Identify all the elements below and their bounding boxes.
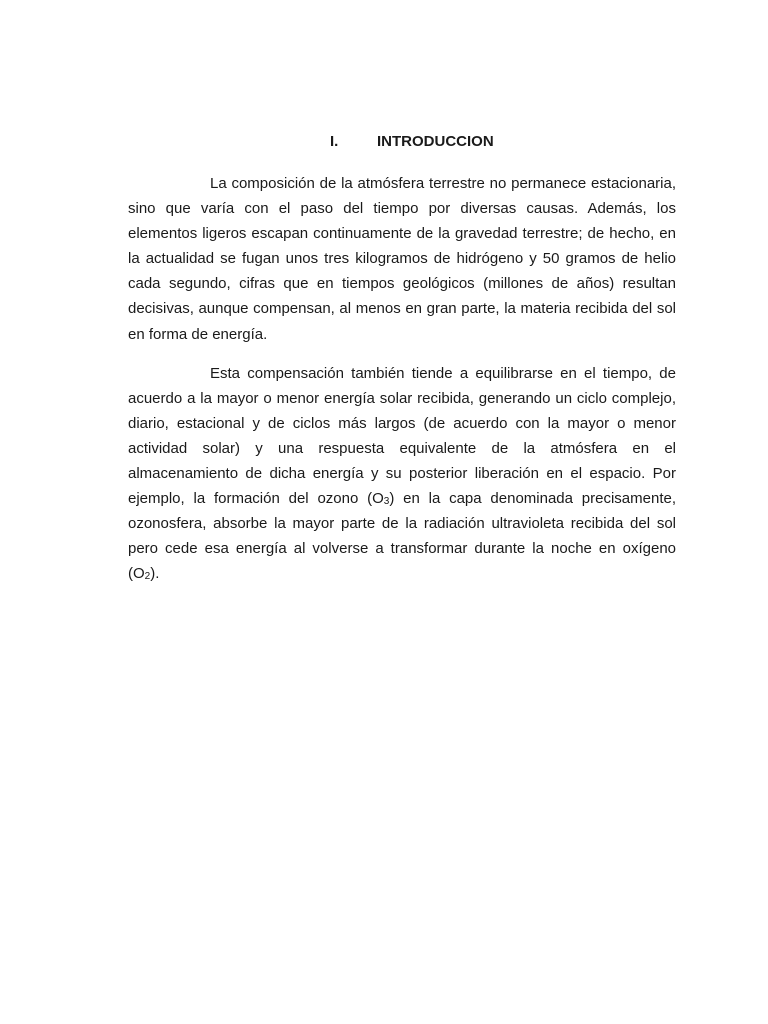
ozone-subscript: 3 [383,496,390,508]
paragraph-2-text-c: ). [150,565,160,583]
oxygen-subscript: 2 [144,571,151,583]
body-text [128,171,676,587]
section-title: INTRODUCCION [377,133,494,150]
paragraph-2-text-b: ) en la capa denominada precisamente, ozonosfera, absorbe la mayor parte de la radiación ultravioleta recibida del sol pero cede esa energía al volverse a transformar durante la noche en oxígeno (O [128,490,676,583]
paragraph-2-text-a: Esta compensación también tiende a equilibrarse en el tiempo, de acuerdo a la mayor o menor energía solar recibida, generando un ciclo complejo, diario, estacional y de ciclos más largos (de acuerdo con la mayor o menor actividad solar) y una respuesta equivalente de la atmósfera en el almacenamiento de dicha energía y su posterior liberación en el espacio. Por ejemplo, la formación del ozono (O [128,364,676,508]
paragraph-2 [128,361,676,587]
paragraph-1: La composición de la atmósfera terrestre no permanece estacionaria, sino que varía con el paso del tiempo por diversas causas. Además, los elementos ligeros escapan continuamente de la gravedad terrestre; de hecho, en la actualidad se fugan unos tres kilogramos de hidrógeno y 50 gramos de helio cada segundo, cifras que en tiempos geológicos (millones de años) resultan decisivas, aunque compensan, al menos en gran parte, la materia recibida del sol en forma de energía. [128,175,676,343]
section-heading [0,133,768,155]
section-number: I. [330,133,339,150]
